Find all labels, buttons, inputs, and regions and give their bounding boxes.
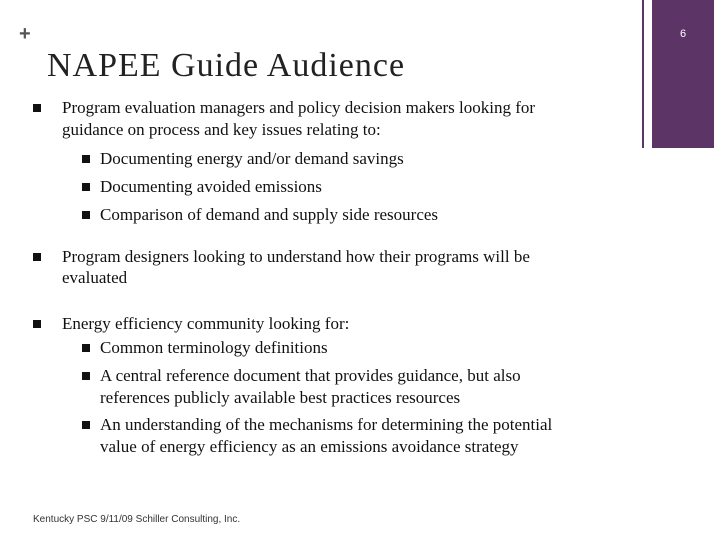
sub-bullet-square-icon bbox=[82, 155, 90, 163]
sub-bullet-3-3-line-2: value of energy efficiency as an emissions avoidance strategy bbox=[100, 437, 519, 456]
sub-bullet-square-icon bbox=[82, 183, 90, 191]
sub-bullet-square-icon bbox=[82, 421, 90, 429]
sub-bullet-square-icon bbox=[82, 344, 90, 352]
sub-bullet-1-2: Documenting avoided emissions bbox=[100, 177, 322, 196]
bullet-3-line-1: Energy efficiency community looking for: bbox=[62, 314, 350, 333]
accent-line bbox=[642, 0, 644, 148]
sub-bullet-3-1: Common terminology definitions bbox=[100, 338, 328, 357]
bullet-2-line-2: evaluated bbox=[62, 268, 128, 287]
sub-bullet-square-icon bbox=[82, 372, 90, 380]
slide-title: NAPEE Guide Audience bbox=[47, 47, 406, 84]
sub-bullet-square-icon bbox=[82, 211, 90, 219]
bullet-square-icon bbox=[33, 320, 41, 328]
slide-number: 6 bbox=[680, 28, 687, 40]
bullet-1-line-1: Program evaluation managers and policy decision makers looking for bbox=[62, 98, 536, 117]
sub-bullet-3-2-line-2: references publicly available best practices resources bbox=[100, 388, 461, 407]
bullet-square-icon bbox=[33, 253, 41, 261]
sub-bullet-1-3: Comparison of demand and supply side resources bbox=[100, 205, 439, 224]
plus-icon: + bbox=[19, 23, 31, 45]
bullet-2-line-1: Program designers looking to understand how their programs will be bbox=[62, 247, 530, 266]
sub-bullet-3-3-line-1: An understanding of the mechanisms for determining the potential bbox=[100, 415, 553, 434]
footer-text: Kentucky PSC 9/11/09 Schiller Consulting, Inc. bbox=[33, 514, 241, 525]
bullet-1-line-2: guidance on process and key issues relating to: bbox=[62, 120, 381, 139]
accent-bar bbox=[652, 0, 714, 148]
bullet-square-icon bbox=[33, 104, 41, 112]
sub-bullet-1-1: Documenting energy and/or demand savings bbox=[100, 149, 404, 168]
sub-bullet-3-2-line-1: A central reference document that provides guidance, but also bbox=[100, 366, 521, 385]
